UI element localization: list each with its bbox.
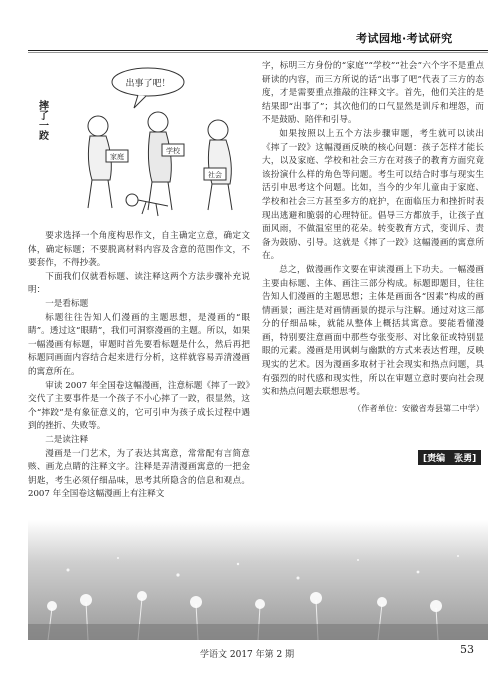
- paragraph: 要求选择一个角度构思作文，自主确定立意，确定文体，确定标题；不要脱离材料内容及含意的范围作文，不要套作，不得抄袭。: [28, 231, 250, 269]
- paragraph: 下面我们仅就看标题、读注释这两个方法步骤补充说明：: [28, 271, 250, 296]
- paragraph: 如果按照以上五个方法步骤审题，考生就可以读出《摔了一跤》这幅漫画反映的核心问题：孩子怎样才能长大，以及家庭、学校和社会三方在对孩子的教育方面究竟该扮演什么样的角色等问题。考生可以结合时事与现实生活引申思考这个问题。比如，当今的少年儿童由于家庭、学校和社会三方甚至多方的庇护，在面临压力和挫折时表现出逃避和脆弱的心理特征。倡导三方都放手，让孩子直面风雨，不做温室里的花朵。转变教育方式，变训斥、责备为鼓励、引导。这就是《摔了一跤》这幅漫画的寓意所在。: [262, 128, 484, 262]
- paragraph: 审读 2007 年全国卷这幅漫画，注意标题《摔了一跤》交代了主要事件是一个孩子不小心摔了一跤，很显然，这个“摔跤”是有象征意义的，它可引申为孩子成长过程中遇到的挫折、失败等。: [28, 380, 250, 432]
- editor-badge: [责编 张勇]: [418, 450, 481, 465]
- paragraph: 字，标明三方身份的“家庭”“学校”“社会”六个字不是重点研读的内容，而三方所说的话“出事了吧”代表了三方的态度，才是需要重点推敲的注释文字。首先，他们关注的是结果即“出事了”；其次他们的口气显然是训斥和埋怨，而不是鼓励、陪伴和引导。: [262, 61, 484, 126]
- paragraph: 漫画是一门艺术，为了表达其寓意，常常配有言简意赅、画龙点睛的注释文字。注释是弄清漫画寓意的一把金钥匙，考生必须仔细品味，思考其所隐含的信息和观点。2007 年全国卷这幅漫画上有注释文: [28, 448, 250, 500]
- page-number: 53: [460, 643, 474, 656]
- fallen-child: [126, 194, 168, 216]
- figure-school: [148, 112, 172, 210]
- subheading: 一是看标题: [45, 298, 89, 309]
- journal-footer: 学语文 2017 年第 2 期: [200, 650, 295, 660]
- paragraph: 总之，做漫画作文要在审读漫画上下功夫。一幅漫画主要由标题、主体、画注三部分构成。标题即题目，往往告知人们漫画的主题思想；主体是画面各“因素”构成的画情画景；画注是对画情画景的提示与注解。通过对这三部分的仔细品味，就能从整体上概括其寓意。要能看懂漫画，特别要注意画面中那些夸张变形、对比象征或特别显眼的元素。漫画是用讽刺与幽默的方式来表达哲理，反映现实的艺术。因为漫画多取材于社会现实和热点问题，具有强烈的时代感和现实性，所以在审题立意时要向社会现实和热点问题去联想思考。: [262, 264, 484, 398]
- figure-society: [208, 120, 232, 210]
- header-rule-thin: [28, 52, 488, 53]
- cartoon-illustration: [28, 60, 250, 220]
- cartoon-caption: 摔了一跤: [36, 100, 48, 140]
- header-title: 考试园地·考试研究: [356, 32, 453, 45]
- speech-bubble-text: 出事了吧！: [125, 79, 171, 89]
- author-affiliation: （作者单位：安徽省寿县第二中学）: [352, 402, 484, 413]
- sign-society-label: 社会: [208, 171, 222, 179]
- left-column: [28, 230, 250, 502]
- header-rule: [28, 50, 488, 51]
- sign-family-label: 家庭: [110, 153, 124, 161]
- footer-decoration: [28, 520, 488, 640]
- right-column: [262, 60, 484, 415]
- subheading: 二是读注释: [45, 434, 89, 445]
- sign-school-label: 学校: [166, 147, 180, 155]
- paragraph: 标题往往告知人们漫画的主题思想，是漫画的“眼睛”。透过这“眼睛”，我们可洞察漫画的主题。所以，如果一幅漫画有标题，审题时首先要看标题是什么，然后再把标题同画面内容结合起来进行分析，这样就容易弄清漫画的寓意所在。: [28, 312, 250, 377]
